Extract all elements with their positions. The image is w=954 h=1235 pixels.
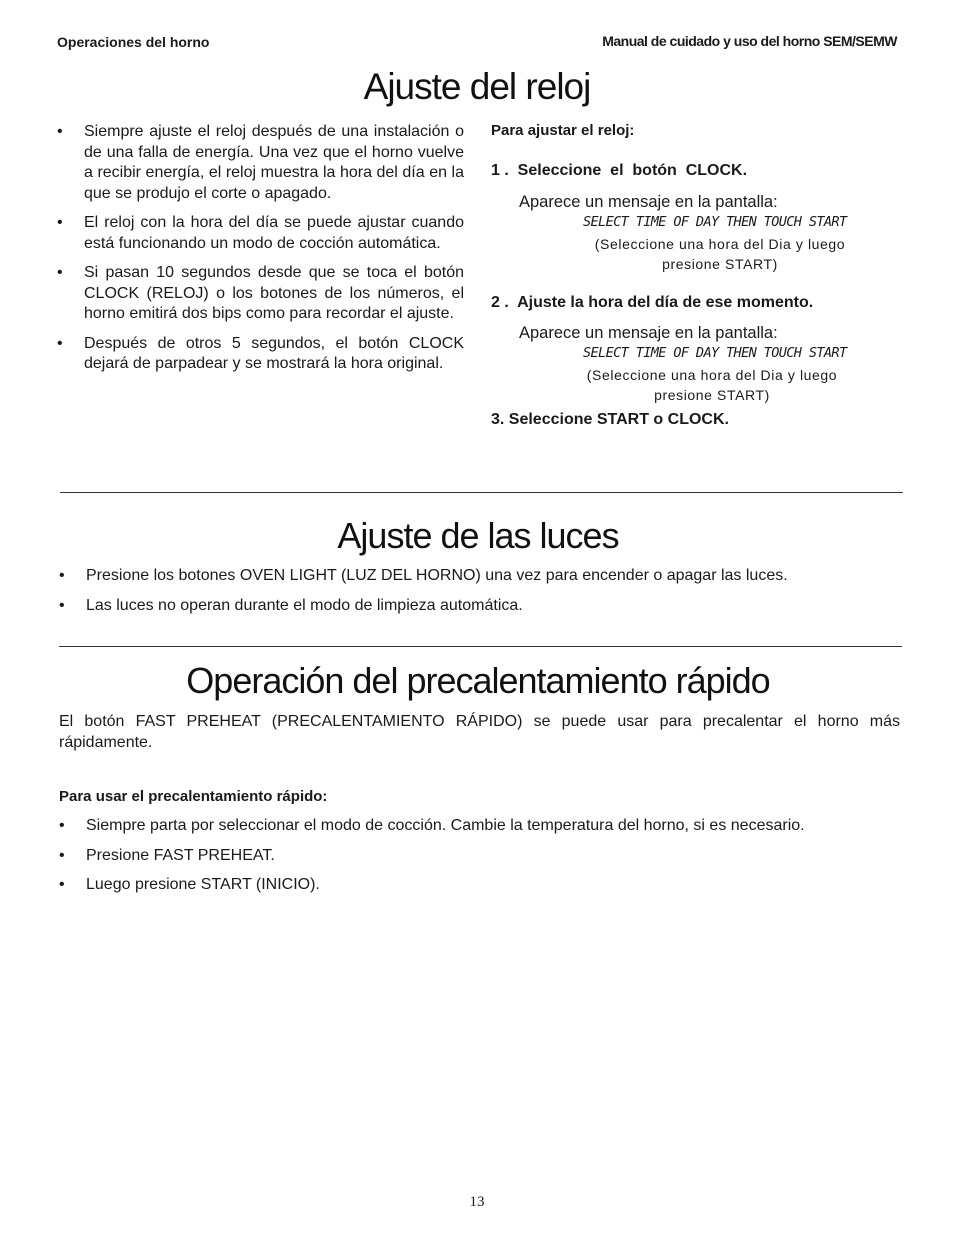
steps-heading: Para ajustar el reloj: bbox=[491, 122, 635, 139]
caption-line: (Seleccione una hora del Dia y luego bbox=[586, 367, 838, 383]
list-item: • Si pasan 10 segundos desde que se toca el botón CLOCK (RELOJ) o los botones de los números, el horno emitirá dos bips como para recordar el ajuste. bbox=[57, 263, 464, 325]
clock-bullets bbox=[57, 122, 464, 384]
lights-section-title: Ajuste de las luces bbox=[337, 515, 619, 556]
display-text-1: SELECT TIME OF DAY THEN TOUCH START bbox=[583, 214, 847, 230]
list-item: • Presione FAST PREHEAT. bbox=[59, 846, 919, 867]
divider bbox=[60, 492, 903, 493]
caption-line: presione START) bbox=[662, 256, 778, 272]
manual-title: Manual de cuidado y uso del horno SEM/SEMW bbox=[602, 33, 897, 49]
display-caption-2 bbox=[577, 365, 847, 405]
step-2: 2 . Ajuste la hora del día de ese momento. bbox=[491, 294, 814, 311]
step-2-message: Aparece un mensaje en la pantalla: bbox=[519, 324, 778, 342]
step-1: 1 . Seleccione el botón CLOCK. bbox=[491, 162, 748, 179]
list-item: • El reloj con la hora del día se puede ajustar cuando está funcionando un modo de cocción automática. bbox=[57, 213, 464, 254]
list-item: • Siempre ajuste el reloj después de una instalación o de una falla de energía. Una vez que el horno vuelve a recibir energía, el reloj muestra la hora del día en la que se produjo el corte o apagado. bbox=[57, 122, 464, 204]
display-caption-1 bbox=[585, 234, 855, 274]
step-1-message: Aparece un mensaje en la pantalla: bbox=[519, 193, 778, 211]
list-item: • Después de otros 5 segundos, el botón CLOCK dejará de parpadear y se mostrará la hora original. bbox=[57, 334, 464, 375]
list-item: • Las luces no operan durante el modo de limpieza automática. bbox=[59, 596, 909, 617]
page-number: 13 bbox=[469, 1194, 485, 1210]
list-item: • Luego presione START (INICIO). bbox=[59, 875, 919, 896]
clock-section-title: Ajuste del reloj bbox=[363, 66, 591, 107]
list-item: • Siempre parta por seleccionar el modo de cocción. Cambie la temperatura del horno, si es necesario. bbox=[59, 816, 919, 837]
step-3: 3. Seleccione START o CLOCK. bbox=[491, 411, 729, 428]
preheat-intro: El botón FAST PREHEAT (PRECALENTAMIENTO RÁPIDO) se puede usar para precalentar el horno más rápidamente. bbox=[59, 713, 900, 751]
lights-bullets bbox=[59, 566, 909, 625]
display-text-2: SELECT TIME OF DAY THEN TOUCH START bbox=[583, 345, 847, 361]
preheat-bullets bbox=[59, 816, 919, 905]
preheat-section-title: Operación del precalentamiento rápido bbox=[186, 660, 770, 701]
caption-line: presione START) bbox=[654, 387, 770, 403]
preheat-subheading: Para usar el precalentamiento rápido: bbox=[59, 788, 328, 805]
section-header: Operaciones del horno bbox=[57, 34, 210, 50]
divider bbox=[59, 646, 902, 647]
caption-line: (Seleccione una hora del Dia y luego bbox=[594, 236, 846, 252]
list-item: • Presione los botones OVEN LIGHT (LUZ DEL HORNO) una vez para encender o apagar las luces. bbox=[59, 566, 909, 587]
